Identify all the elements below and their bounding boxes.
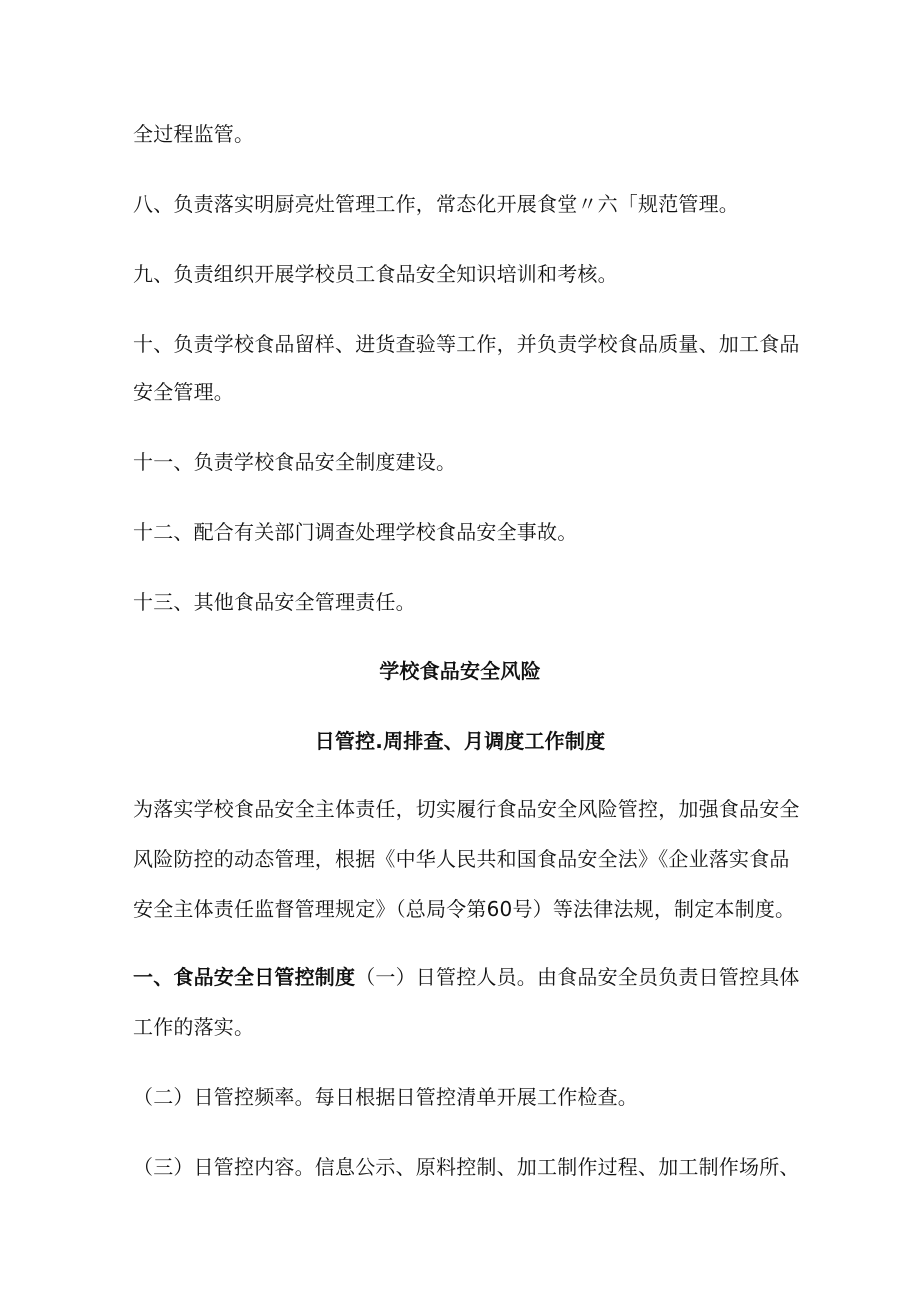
paragraph-line (133, 965, 800, 989)
text-line: 十、负责学校食品留样、进货查验等工作，并负责学校食品质量、加工食品 (133, 332, 800, 356)
text-line: 全过程监管。 (133, 122, 255, 146)
text-line: 十三、其他食品安全管理责任。 (133, 590, 416, 614)
bold-section-title: 一、食品安全日管控制度 (133, 965, 356, 989)
paragraph-line: 工作的落实。 (133, 1015, 255, 1039)
section-heading: 日管控.周排查、月调度工作制度 (314, 729, 606, 753)
paragraph-line: 为落实学校食品安全主体责任，切实履行食品安全风险管控，加强食品安全 (133, 797, 800, 821)
paragraph-line: （三）日管控内容。信息公示、原料控制、加工制作过程、加工制作场所、 (133, 1155, 800, 1179)
text-line: 十一、负责学校食品安全制度建设。 (133, 450, 457, 474)
text-line: 八、负责落实明厨亮灶管理工作，常态化开展食堂〃六「规范管理。 (133, 192, 739, 216)
text-line: 九、负责组织开展学校员工食品安全知识培训和考核。 (133, 262, 618, 286)
section-text: （一）日管控人员。由食品安全员负责日管控具体 (355, 965, 800, 989)
paragraph-line: 风险防控的动态管理，根据《中华人民共和国食品安全法》《企业落实食品 (133, 847, 790, 871)
paragraph-line: （二）日管控频率。每日根据日管控清单开展工作检查。 (133, 1085, 638, 1109)
text-line: 十二、配合有关部门调查处理学校食品安全事故。 (133, 520, 578, 544)
text-line: 安全管理。 (133, 380, 234, 404)
paragraph-line: 安全主体责任监督管理规定》（总局令第60号）等法律法规，制定本制度。 (133, 897, 796, 921)
section-heading: 学校食品安全风险 (379, 659, 541, 683)
